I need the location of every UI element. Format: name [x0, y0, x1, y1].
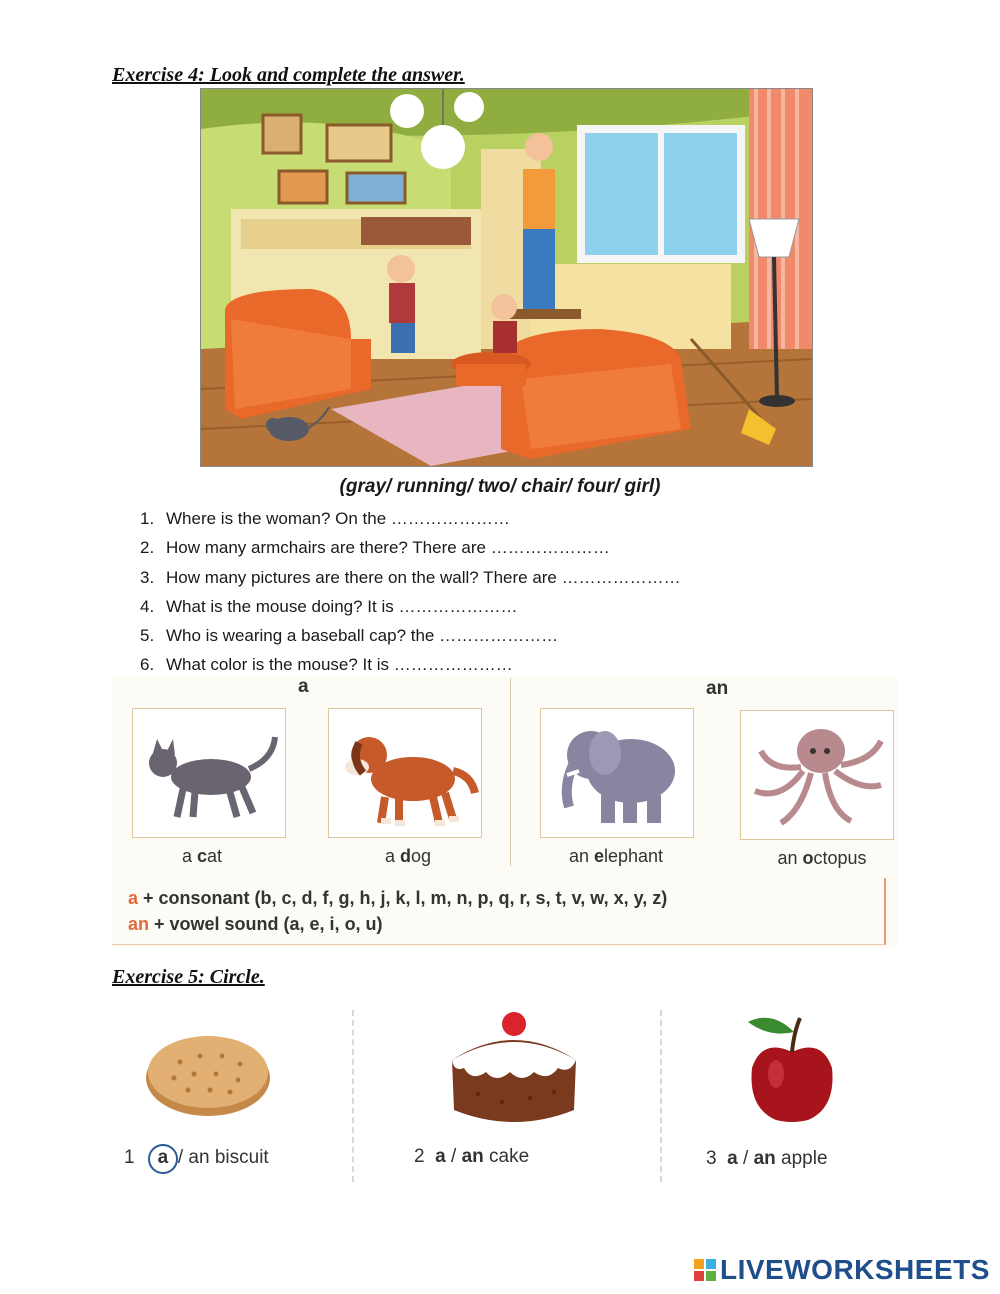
octopus-label	[732, 848, 912, 869]
article-word: a	[384, 846, 395, 866]
initial-letter: d	[400, 846, 411, 866]
option-separator: /	[177, 1147, 189, 1168]
word-rest: lephant	[604, 846, 664, 866]
rule-a-text: + consonant (b, c, d, f, g, h, j, k, l, m, n, p, q, r, s, t, v, w, x, y, z)	[138, 888, 668, 908]
liveworksheets-logo	[694, 1254, 990, 1286]
rule-an-text: + vowel sound (a, e, i, o, u)	[149, 914, 383, 934]
option-separator: /	[445, 1146, 462, 1167]
option-an[interactable]: an	[753, 1148, 776, 1169]
dashed-divider	[352, 1010, 354, 1182]
elephant-icon	[541, 709, 693, 837]
word-rest: ctopus	[813, 848, 867, 868]
apple-picture	[742, 1008, 842, 1126]
apple-icon	[742, 1008, 842, 1126]
question-item[interactable]	[140, 504, 840, 533]
question-text: Who is wearing a baseball cap? the …………………	[166, 626, 559, 646]
cat-label	[112, 846, 292, 867]
question-number: 5.	[140, 626, 155, 646]
question-number: 2.	[140, 538, 155, 558]
dog-picture	[328, 708, 482, 838]
question-number: 6.	[140, 655, 155, 675]
biscuit-icon	[140, 1026, 276, 1122]
question-number: 4.	[140, 596, 155, 616]
question-item[interactable]	[140, 621, 840, 650]
logo-grid-icon	[694, 1259, 716, 1281]
rule-a	[128, 888, 667, 909]
dog-icon	[329, 709, 481, 837]
question-list	[140, 504, 840, 680]
elephant-label	[526, 846, 706, 867]
column-divider	[510, 678, 511, 866]
cake-icon	[438, 1010, 588, 1128]
option-a[interactable]: a	[727, 1148, 738, 1169]
article-word: an	[777, 848, 798, 868]
question-number: 1.	[140, 509, 155, 528]
cake-picture	[438, 1010, 588, 1128]
option-an[interactable]: an	[188, 1147, 210, 1168]
rule-an-key: an	[128, 914, 150, 934]
question-item[interactable]	[140, 592, 840, 621]
option-a[interactable]: a	[435, 1146, 446, 1167]
word-rest: og	[411, 846, 432, 866]
question-number: 3.	[140, 567, 155, 587]
rule-a-key: a	[128, 888, 139, 908]
item-number: 2	[414, 1146, 425, 1167]
rule-an	[128, 914, 383, 935]
question-item[interactable]	[140, 563, 840, 592]
initial-letter: o	[802, 848, 814, 868]
question-text: What color is the mouse? It is …………………	[166, 655, 513, 675]
article-grammar-panel	[112, 676, 898, 948]
item-word: apple	[775, 1148, 828, 1169]
item-word: cake	[483, 1146, 530, 1167]
option-separator: /	[737, 1148, 754, 1169]
octopus-icon	[741, 711, 893, 839]
article-word: a	[181, 846, 192, 866]
option-an[interactable]: an	[461, 1146, 484, 1167]
cake-choice[interactable]	[414, 1146, 529, 1168]
question-text: How many pictures are there on the wall? There are …………………	[166, 567, 681, 587]
elephant-picture	[540, 708, 694, 838]
dog-label	[318, 846, 498, 867]
logo-text: LIVEWORKSHEETS	[720, 1254, 990, 1285]
item-number: 1	[124, 1147, 135, 1168]
exercise-4-title: Exercise 4: Look and complete the answer.	[112, 64, 465, 86]
word-rest: at	[207, 846, 223, 866]
exercise-5-title: Exercise 5: Circle.	[112, 966, 265, 988]
dashed-divider	[660, 1010, 662, 1182]
question-item[interactable]	[140, 533, 840, 562]
an-column-header: an	[706, 678, 729, 699]
cat-icon	[133, 709, 285, 837]
living-room-illustration	[200, 88, 813, 467]
article-word: an	[568, 846, 589, 866]
item-number: 3	[706, 1148, 717, 1169]
biscuit-choice[interactable]	[124, 1144, 269, 1174]
question-text: Where is the woman? On the …………………	[166, 509, 510, 528]
biscuit-picture	[140, 1026, 276, 1122]
word-bank: (gray/ running/ two/ chair/ four/ girl)	[339, 476, 661, 497]
apple-choice[interactable]	[706, 1148, 828, 1170]
rule-box	[112, 878, 886, 945]
octopus-picture	[740, 710, 894, 840]
circled-option-a[interactable]: a	[148, 1144, 178, 1174]
question-text: How many armchairs are there? There are …………………	[166, 538, 610, 558]
question-text: What is the mouse doing? It is …………………	[166, 596, 518, 616]
cat-picture	[132, 708, 286, 838]
a-column-header: a	[298, 676, 309, 697]
item-word: biscuit	[209, 1147, 269, 1168]
living-room-scene-icon	[201, 89, 812, 466]
initial-letter: c	[197, 846, 208, 866]
initial-letter: e	[593, 846, 604, 866]
